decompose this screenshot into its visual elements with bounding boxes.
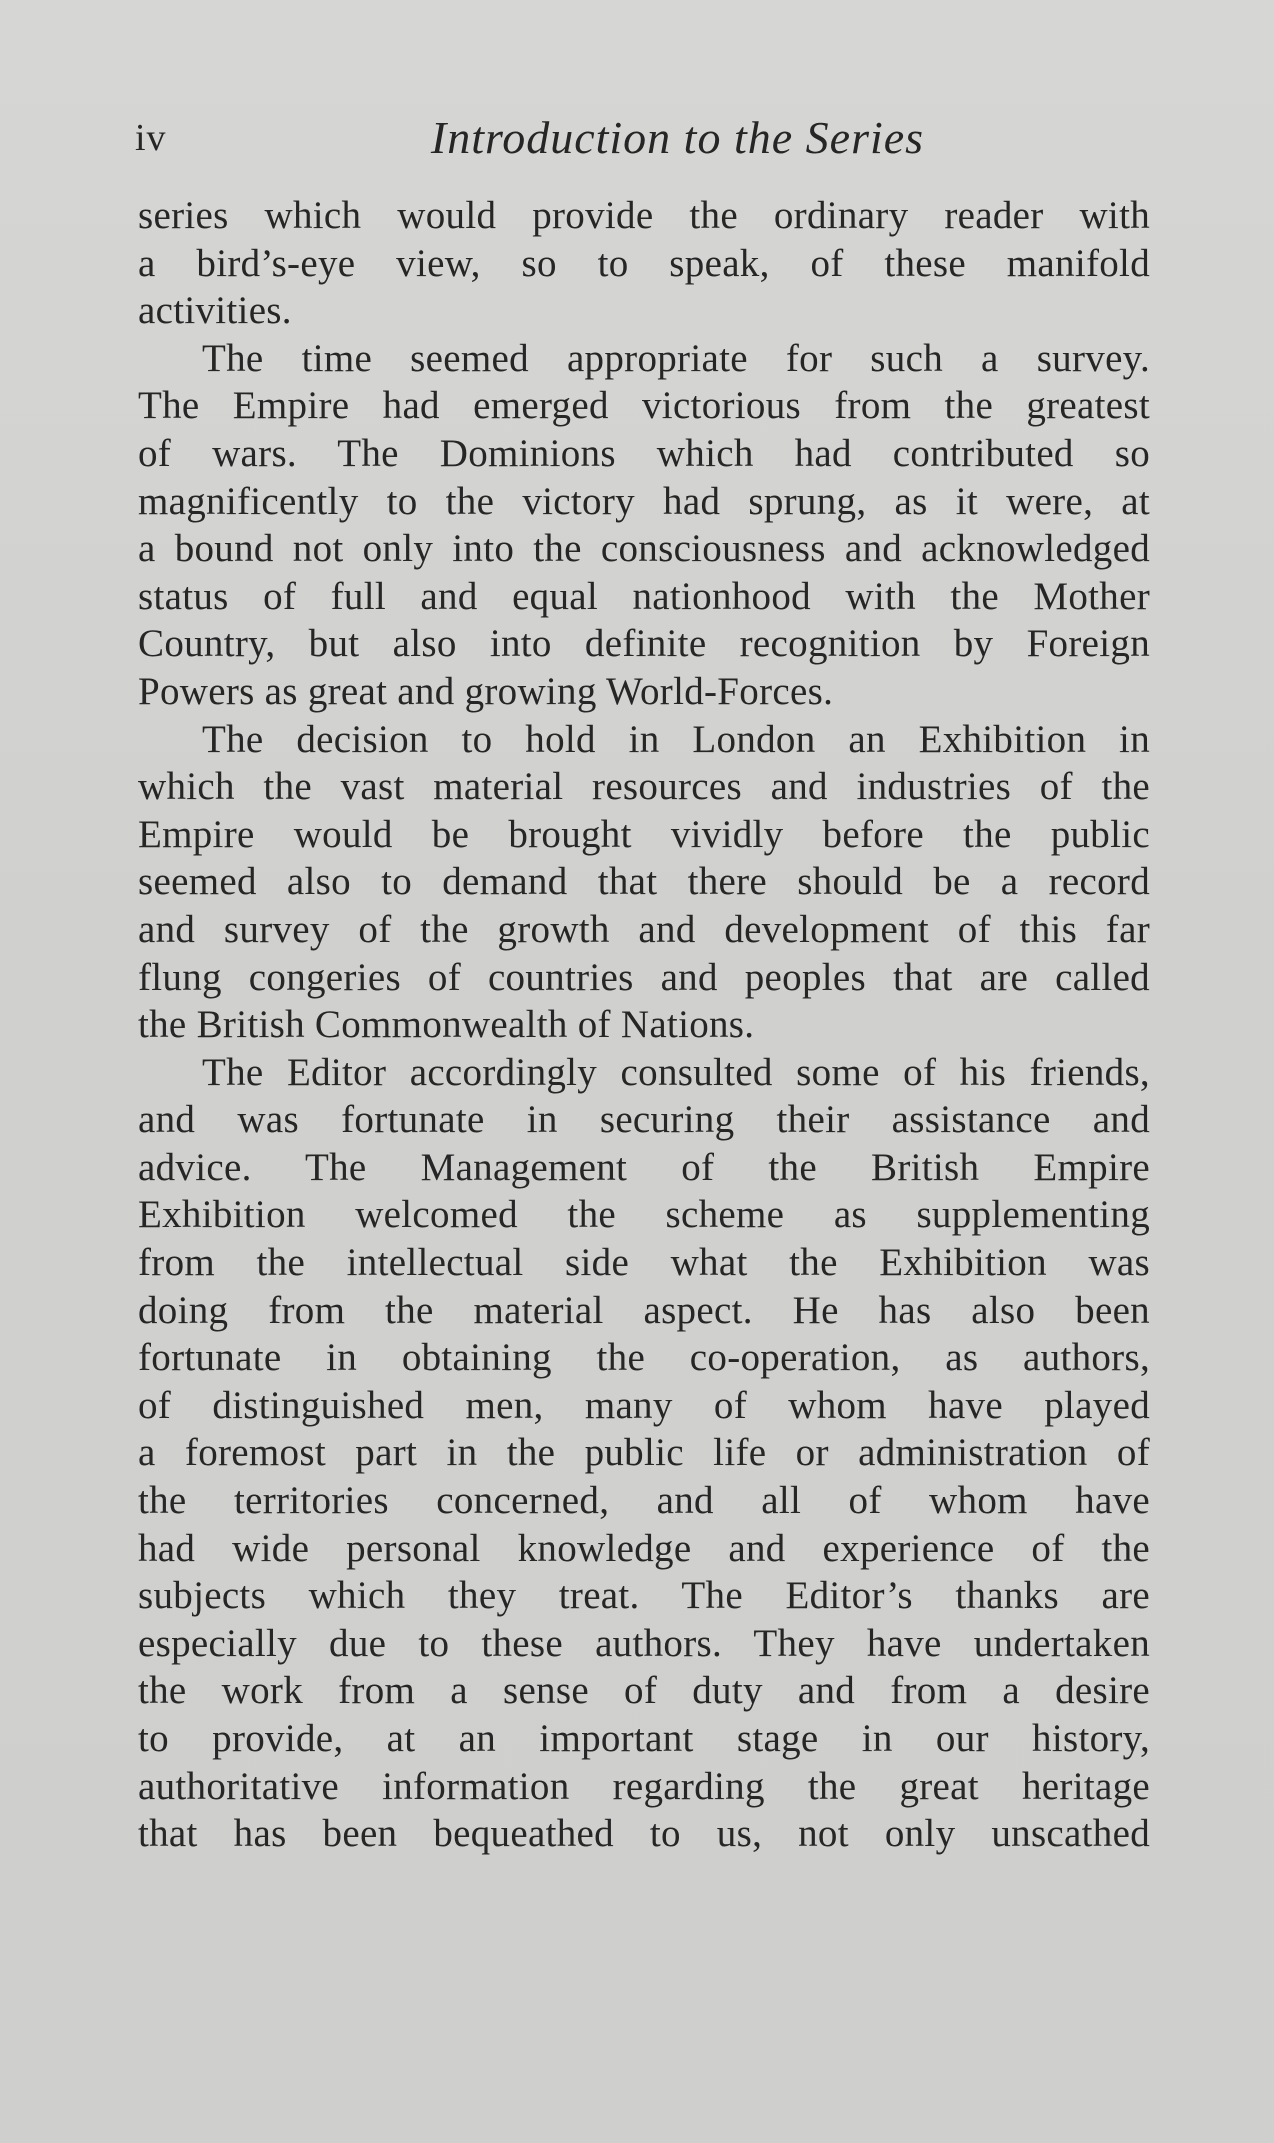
text-line: especially due to these authors. They have undertaken: [138, 1621, 1150, 1665]
text-line: subjects which they treat. The Editor’s thanks are: [138, 1574, 1150, 1618]
text-line: The Empire had emerged victorious from the greatest: [138, 384, 1150, 428]
text-line: doing from the material aspect. He has also been: [138, 1288, 1150, 1332]
text-line: and was fortunate in securing their assistance and: [138, 1098, 1150, 1142]
text-line: The decision to hold in London an Exhibition in: [202, 717, 1150, 761]
text-line: Exhibition welcomed the scheme as supplementing: [138, 1193, 1150, 1237]
text-line: the territories concerned, and all of whom have: [138, 1479, 1150, 1523]
text-line: authoritative information regarding the great heritage: [138, 1764, 1150, 1808]
text-line: series which would provide the ordinary reader with: [138, 194, 1150, 237]
text-line: Empire would be brought vividly before the public: [138, 812, 1150, 856]
page-header: [135, 108, 1150, 168]
text-line: status of full and equal nationhood with the Mother: [138, 574, 1150, 618]
text-line: and survey of the growth and development of this far: [138, 907, 1150, 951]
text-line: Country, but also into definite recognition by Foreign: [138, 622, 1150, 666]
text-line: activities.: [138, 289, 292, 333]
text-line: the British Commonwealth of Nations.: [138, 1003, 755, 1047]
text-line: of distinguished men, many of whom have played: [138, 1383, 1150, 1427]
text-line: which the vast material resources and industries of the: [138, 765, 1150, 809]
text-line: of wars. The Dominions which had contributed so: [138, 431, 1150, 475]
page-number: iv: [135, 117, 167, 159]
running-title: Introduction to the Series: [430, 112, 925, 163]
text-line: a foremost part in the public life or administration of: [138, 1431, 1150, 1475]
text-line: fortunate in obtaining the co-operation, as authors,: [138, 1336, 1150, 1380]
text-line: a bound not only into the consciousness and acknowledged: [138, 527, 1150, 571]
text-line: had wide personal knowledge and experience of the: [138, 1526, 1150, 1570]
text-line: that has been bequeathed to us, not only unscathed: [138, 1812, 1150, 1856]
text-line: to provide, at an important stage in our history,: [138, 1717, 1150, 1760]
body-text: [138, 192, 1150, 1858]
text-line: a bird’s-eye view, so to speak, of these manifold: [138, 241, 1150, 285]
text-line: The Editor accordingly consulted some of his friends,: [202, 1050, 1150, 1094]
text-line: flung congeries of countries and peoples that are called: [138, 955, 1150, 999]
text-line: advice. The Management of the British Empire: [138, 1145, 1150, 1189]
text-line: the work from a sense of duty and from a desire: [138, 1669, 1150, 1713]
text-line: The time seemed appropriate for such a survey.: [202, 336, 1150, 380]
text-line: magnificently to the victory had sprung, as it were, at: [138, 479, 1150, 523]
text-line: Powers as great and growing World-Forces.: [138, 669, 834, 713]
text-line: seemed also to demand that there should be a record: [138, 860, 1150, 904]
text-line: from the intellectual side what the Exhibition was: [138, 1241, 1150, 1285]
